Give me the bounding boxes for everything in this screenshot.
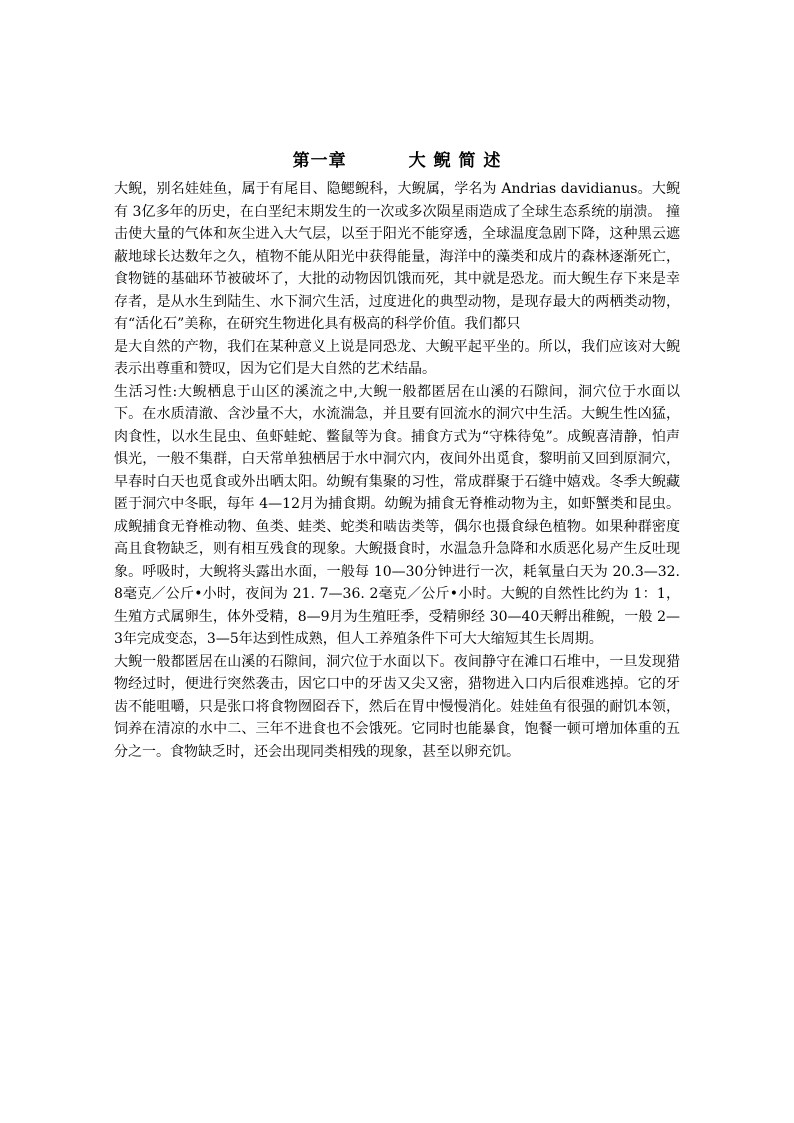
chapter-title: [0, 146, 794, 171]
paragraph-habits: 生活习性:大鲵栖息于山区的溪流之中,大鲵一般都匿居在山溪的石隙间，洞穴位于水面以下。在水质清澈、含沙量不大，水流湍急，并且要有回流水的洞穴中生活。大鲵生性凶猛，肉食性，以水生昆虫、鱼虾蛙蛇、鳖鼠等为食。捕食方式为“守株待兔”。成鲵喜清静，怕声惧光，一般不集群，白天常单独栖居于水中洞穴内，夜间外出觅食，黎明前又回到原洞穴，早春时白天也觅食或外出晒太阳。幼鲵有集聚的习性，常成群聚于石缝中嬉戏。冬季大鲵藏匿于洞穴中冬眠，每年 4—12月为捕食期。幼鲵为捕食无脊椎动物为主，如虾蟹类和昆虫。成鲵捕食无脊椎动物、鱼类、蛙类、蛇类和啮齿类等，偶尔也摄食绿色植物。如果种群密度高且食物缺乏，则有相互残食的现象。大鲵摄食时，水温急升急降和水质恶化易产生反吐现象。呼吸时，大鲵将头露出水面，一般每 10—30分钟进行一次，耗氧量白天为 20.3—32. 8毫克／公斤•小时，夜间为 21. 7—36. 2毫克／公斤•小时。大鲵的自然性比约为 1：1，生殖方式属卵生，体外受精，8—9月为生殖旺季，受精卵经 30—40天孵出稚鲵，一般 2—3年完成变态，3—5年达到性成熟，但人工养殖条件下可大大缩短其生长周期。: [114, 383, 680, 647]
paragraph-intro: 大鲵，别名娃娃鱼，属于有尾目、隐鳃鲵科，大鲵属，学名为 Andrias davidianus。大鲵有 3亿多年的历史，在白垩纪末期发生的一次或多次陨星雨造成了全球生态系统的崩溃。 撞击使大量的气体和灰尘进入大气层，以至于阳光不能穿透，全球温度急剧下降，这种黑云遮蔽地球长达数年之久，植物不能从阳光中获得能量，海洋中的藻类和成片的森林逐渐死亡，食物链的基础环节被破坏了，大批的动物因饥饿而死，其中就是恐龙。而大鲵生存下来是幸存者，是从水生到陆生、水下洞穴生活，过度进化的典型动物，是现存最大的两栖类动物，有“活化石”美称，在研究生物进化具有极高的科学价值。我们都只: [114, 181, 680, 332]
chapter-number: 第一章: [292, 151, 347, 171]
body-text: [114, 178, 680, 763]
paragraph-feeding: 大鲵一般都匿居在山溪的石隙间，洞穴位于水面以下。夜间静守在滩口石堆中，一旦发现猎物经过时，便进行突然袭击，因它口中的牙齿又尖又密，猎物进入口内后很难逃掉。它的牙齿不能咀嚼，只是张口将食物囫囵吞下，然后在胃中慢慢消化。娃娃鱼有很强的耐饥本领，饲养在清凉的水中二、三年不进食也不会饿死。它同时也能暴食，饱餐一顿可增加体重的五分之一。食物缺乏时，还会出现同类相残的现象，甚至以卵充饥。: [114, 653, 680, 760]
paragraph-intro-continued: 是大自然的产物，我们在某种意义上说是同恐龙、大鲵平起平坐的。所以，我们应该对大鲵表示出尊重和赞叹，因为它们是大自然的艺术结晶。: [114, 338, 680, 377]
chapter-heading: 大 鲵 简 述: [408, 151, 502, 171]
